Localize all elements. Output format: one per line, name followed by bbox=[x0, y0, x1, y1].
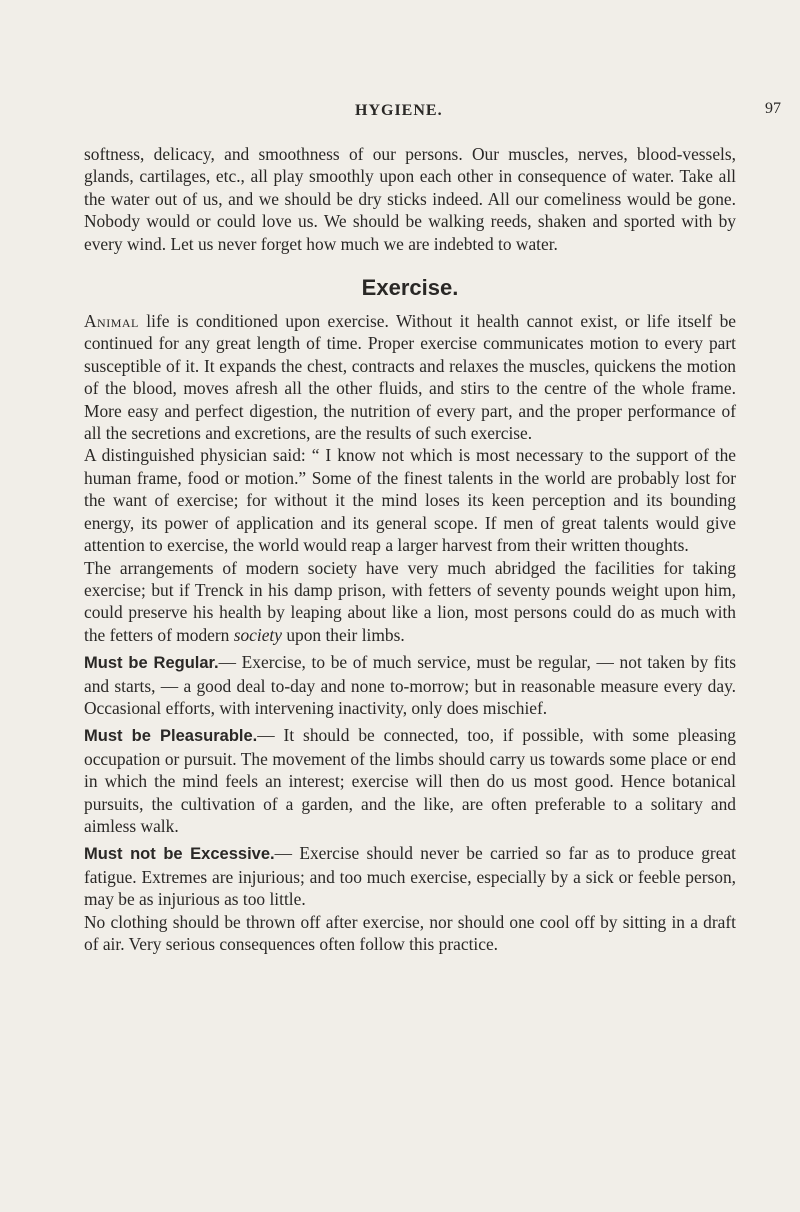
paragraph-text: life is conditioned upon exercise. Without it health cannot exist, or life itself be continued for any great length of time. Proper exercise communicates motion to every part susceptible of it. It expands the chest, contracts and relaxes the muscles, quickens the motion of the blood, moves afresh all the other fluids, and stirs to the centre of the whole frame. More easy and perfect digestion, the nutrition of every part, and the proper performance of all the secretions and excretions, are the results of such exercise. bbox=[84, 311, 736, 444]
paragraph-modern-society bbox=[84, 557, 736, 647]
paragraph-lead-word: Animal bbox=[84, 311, 139, 332]
paragraph-clothing: No clothing should be thrown off after exercise, nor should one cool off by sitting in a draft of air. Very serious consequences often follow this practice. bbox=[84, 911, 736, 954]
paragraph-text: — It should be connected, too, if possible, with some pleasing occupation or pursuit. The movement of the limbs should carry us towards some place or end in which the mind feels an interest; exercise will then do us most good. Hence botanical pursuits, the cultivation of a garden, and the like, are often preferable to a solitary and aimless walk. bbox=[84, 725, 737, 836]
paragraph-excessive bbox=[84, 842, 736, 910]
paragraph-physician-quote: A distinguished physician said: “ I know not which is most necessary to the support of the human frame, food or motion.” Some of the finest talents in the world are probably lost for the want of exercise; for without it the mind loses its keen perception and its bounding energy, its power of application and its general scope. If men of great talents would give attention to exercise, the world would reap a larger harvest from their written thoughts. bbox=[84, 445, 736, 556]
paragraph-exercise-intro bbox=[84, 310, 736, 444]
page-number: 97 bbox=[765, 100, 781, 117]
body-text bbox=[84, 143, 736, 955]
paragraph-pleasurable bbox=[84, 724, 736, 837]
paragraph-text: — Exercise should never be carried so far as to produce great fatigue. Extremes are injurious; and too much exercise, especially by a sick or feeble person, may be as injurious as too little. bbox=[84, 843, 736, 910]
paragraph-continued: softness, delicacy, and smoothness of our persons. Our muscles, nerves, blood-vessels, glands, cartilages, etc., all play smoothly upon each other in consequence of water. Take all the water out of us, and we should be dry sticks indeed. All our comeliness would be gone. Nobody would or could love us. We should be walking reeds, shaken and sported with by every wind. Let us never forget how much we are indebted to water. bbox=[84, 144, 736, 254]
run-in-heading: Must not be Excessive. bbox=[84, 845, 275, 864]
running-title: HYGIENE. bbox=[355, 102, 443, 119]
run-in-heading: Must be Pleasurable. bbox=[84, 727, 258, 746]
paragraph-regular bbox=[84, 651, 736, 719]
paragraph-text: — Exercise, to be of much service, must be regular, — not taken by fits and starts, — a good deal to-day and none to-morrow; but in reasonable measure every day. Occasional efforts, with intervening inactivity, only does mischief. bbox=[84, 652, 737, 718]
paragraph-text: The arrangements of modern society have very much abridged the facilities for taking exercise; but if Trenck in his damp prison, with fetters of seventy pounds weight upon him, could preserve his health by leaping about like a lion, most persons could do as much with the fetters of modern bbox=[84, 557, 736, 645]
running-header bbox=[0, 100, 800, 124]
emphasized-word: society bbox=[233, 624, 282, 645]
run-in-heading: Must be Regular. bbox=[84, 654, 219, 673]
section-heading: Exercise. bbox=[361, 275, 459, 301]
paragraph-text: upon their limbs. bbox=[282, 624, 405, 645]
